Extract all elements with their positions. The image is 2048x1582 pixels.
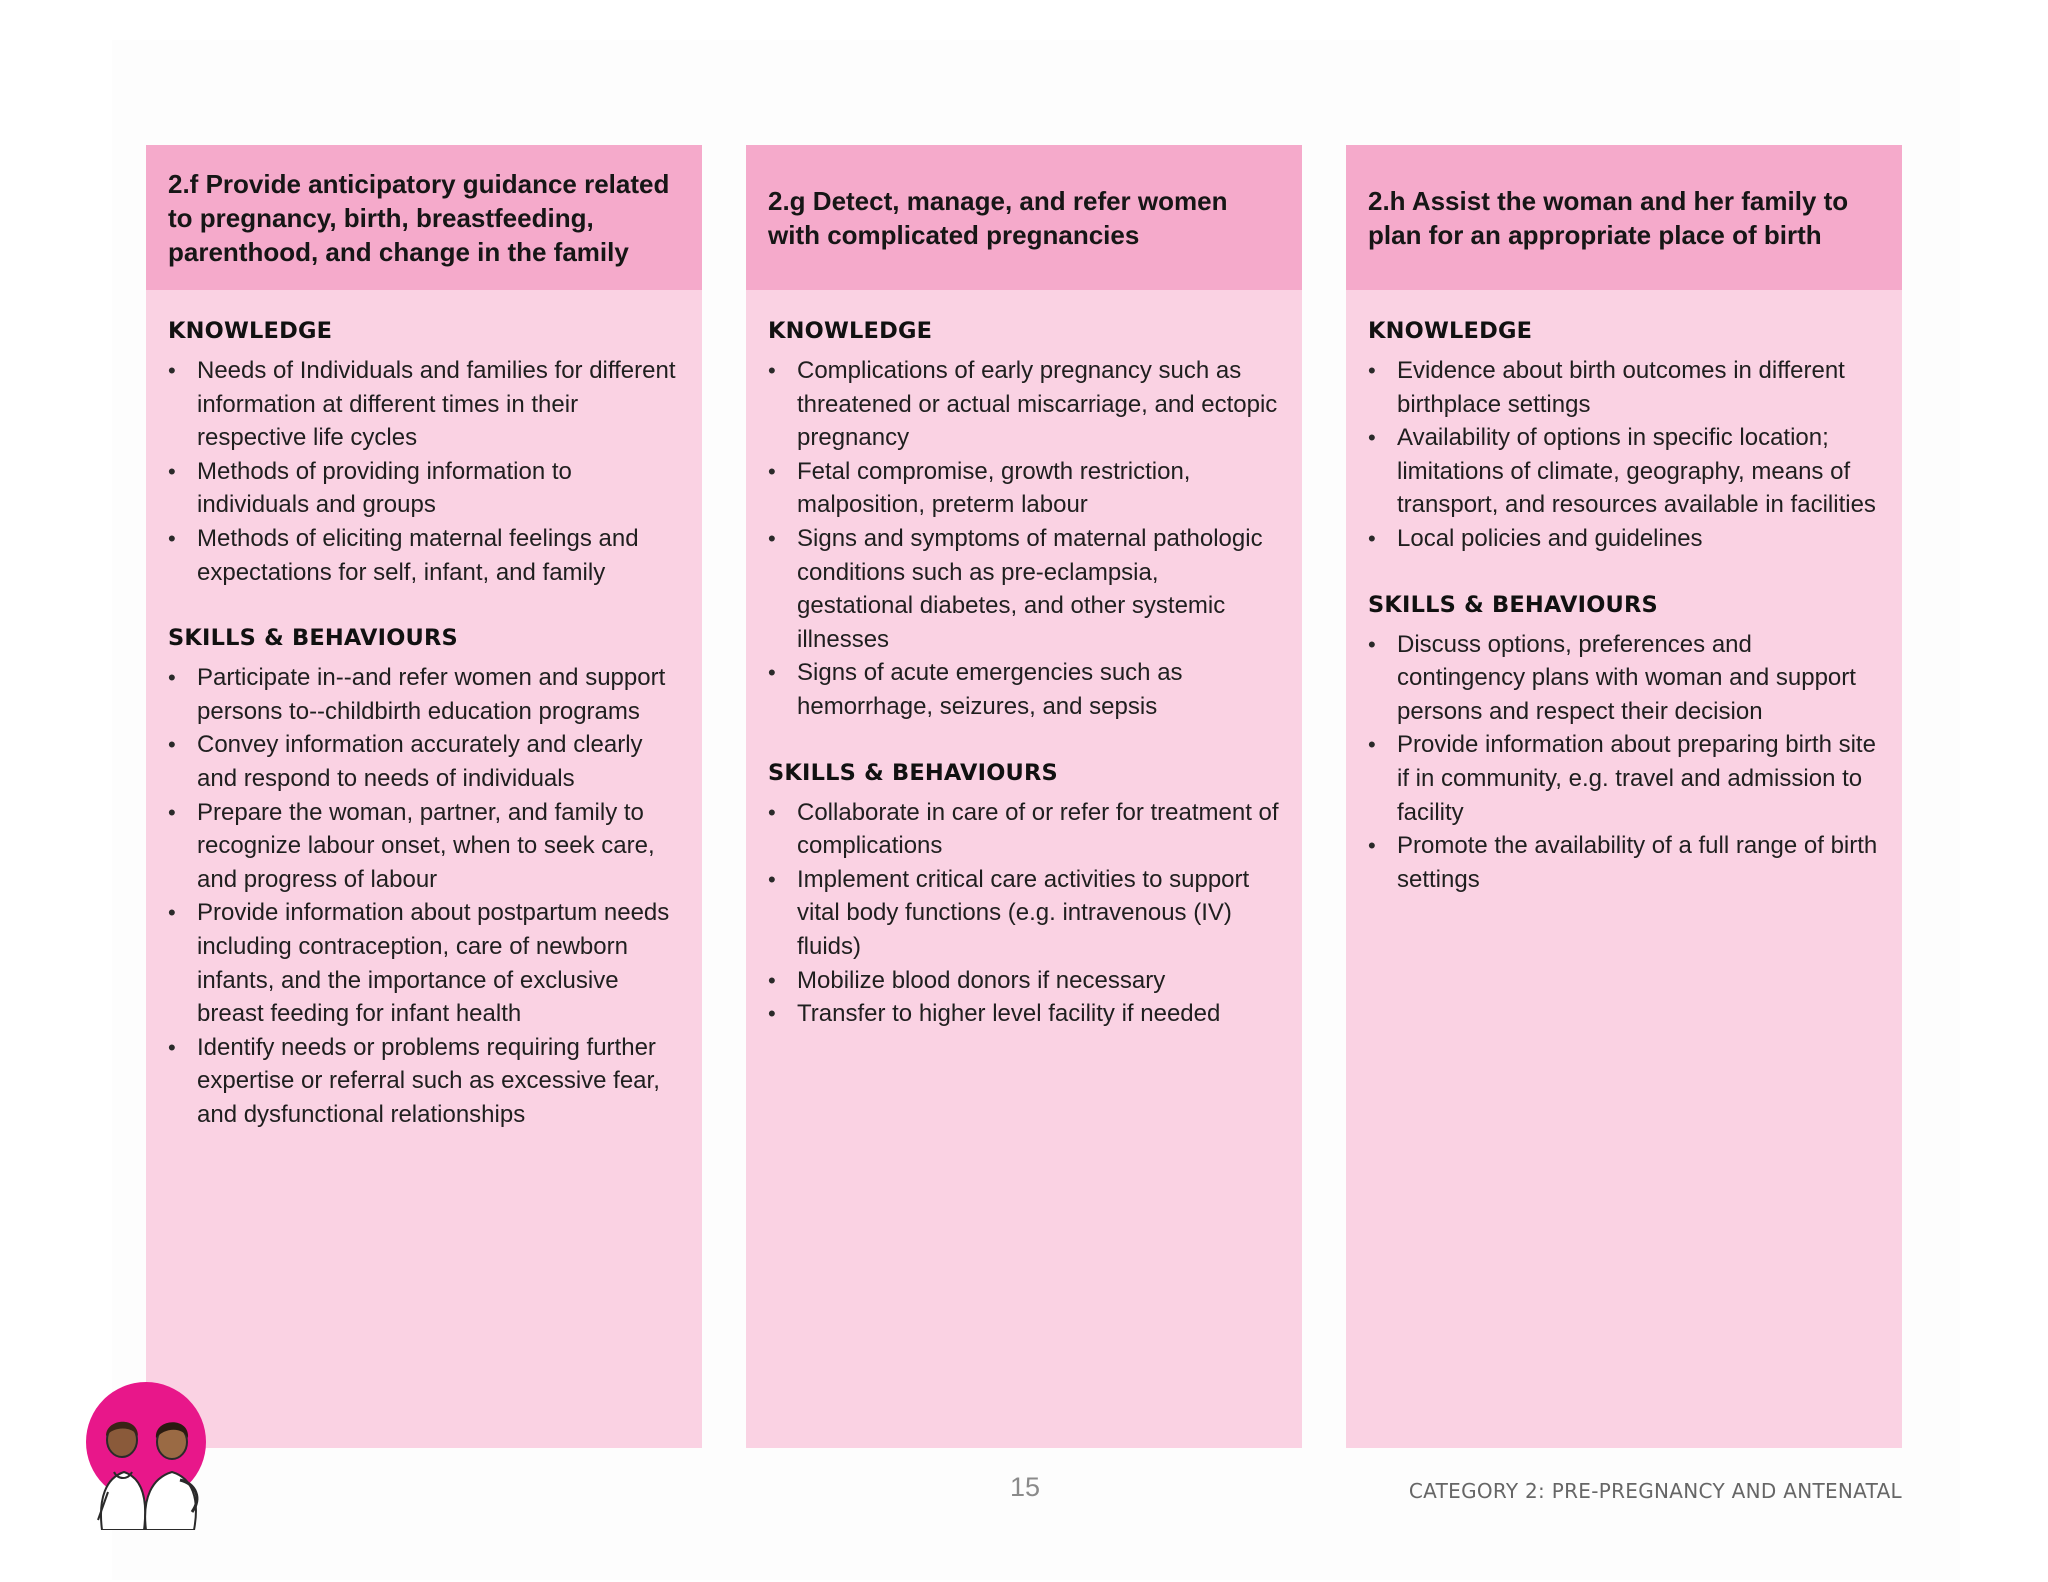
skills-section (768, 758, 1280, 1031)
column-title: 2.h Assist the woman and her family to plan for an appropriate place of birth (1368, 185, 1849, 250)
skills-item: • Provide information about preparing birth site if in community, e.g. travel and admission to facility (1368, 728, 1880, 829)
knowledge-section (768, 316, 1280, 724)
skills-item: • Transfer to higher level facility if needed (768, 997, 1280, 1031)
knowledge-item: • Evidence about birth outcomes in different birthplace settings (1368, 354, 1880, 421)
knowledge-list (768, 354, 1280, 724)
skills-item: • Promote the availability of a full range of birth settings (1368, 829, 1880, 896)
column-title: 2.g Detect, manage, and refer women with complicated pregnancies (768, 185, 1228, 250)
column-header (146, 145, 702, 290)
knowledge-item: • Signs of acute emergencies such as hemorrhage, seizures, and sepsis (768, 656, 1280, 723)
knowledge-item: • Methods of providing information to individuals and groups (168, 455, 680, 522)
footer-category-label: CATEGORY 2: PRE-PREGNANCY AND ANTENATAL (1408, 1479, 1902, 1503)
column-title: 2.f Provide anticipatory guidance related to pregnancy, birth, breastfeeding, parenthood, and change in the family (168, 168, 670, 267)
skills-section (168, 623, 680, 1131)
knowledge-item: • Signs and symptoms of maternal pathologic conditions such as pre-eclampsia, gestational diabetes, and other systemic illnesses (768, 522, 1280, 656)
skills-item: • Discuss options, preferences and contingency plans with woman and support persons and respect their decision (1368, 628, 1880, 729)
column-body (1346, 290, 1902, 896)
knowledge-list (1368, 354, 1880, 556)
skills-item: • Collaborate in care of or refer for treatment of complications (768, 796, 1280, 863)
skills-heading: SKILLS & BEHAVIOURS (768, 759, 1058, 786)
column-body (146, 290, 702, 1131)
competency-column-2f (146, 145, 702, 1448)
knowledge-section (1368, 316, 1880, 556)
skills-item: • Mobilize blood donors if necessary (768, 964, 1280, 998)
skills-item: • Participate in--and refer women and support persons to--childbirth education programs (168, 661, 680, 728)
skills-heading: SKILLS & BEHAVIOURS (168, 625, 458, 652)
knowledge-list (168, 354, 680, 589)
knowledge-heading: KNOWLEDGE (168, 318, 333, 344)
knowledge-section (168, 316, 680, 589)
column-header (746, 145, 1302, 290)
skills-item: • Prepare the woman, partner, and family to recognize labour onset, when to seek care, and progress of labour (168, 796, 680, 897)
competency-column-2h (1346, 145, 1902, 1448)
skills-heading: SKILLS & BEHAVIOURS (1368, 591, 1658, 618)
knowledge-item: • Availability of options in specific location; limitations of climate, geography, means of transport, and resources available in facilities (1368, 421, 1880, 522)
knowledge-heading: KNOWLEDGE (768, 318, 933, 344)
page-number: 15 (1010, 1472, 1041, 1502)
skills-item: • Convey information accurately and clearly and respond to needs of individuals (168, 728, 680, 795)
skills-item: • Implement critical care activities to support vital body functions (e.g. intravenous (IV) fluids) (768, 863, 1280, 964)
knowledge-item: • Fetal compromise, growth restriction, malposition, preterm labour (768, 455, 1280, 522)
knowledge-item: • Complications of early pregnancy such as threatened or actual miscarriage, and ectopic pregnancy (768, 354, 1280, 455)
knowledge-item: • Methods of eliciting maternal feelings and expectations for self, infant, and family (168, 522, 680, 589)
skills-list (1368, 628, 1880, 897)
knowledge-item: • Needs of Individuals and families for different information at different times in their respective life cycles (168, 354, 680, 455)
midwives-illustration-icon (84, 1380, 214, 1530)
skills-list (168, 661, 680, 1131)
knowledge-heading: KNOWLEDGE (1368, 318, 1533, 344)
skills-item: • Identify needs or problems requiring further expertise or referral such as excessive fear, and dysfunctional relationships (168, 1031, 680, 1132)
knowledge-item: • Local policies and guidelines (1368, 522, 1880, 556)
column-body (746, 290, 1302, 1031)
skills-list (768, 796, 1280, 1031)
skills-section (1368, 590, 1880, 897)
competency-column-2g (746, 145, 1302, 1448)
column-header (1346, 145, 1902, 290)
skills-item: • Provide information about postpartum needs including contraception, care of newborn infants, and the importance of exclusive breast feeding for infant health (168, 896, 680, 1030)
